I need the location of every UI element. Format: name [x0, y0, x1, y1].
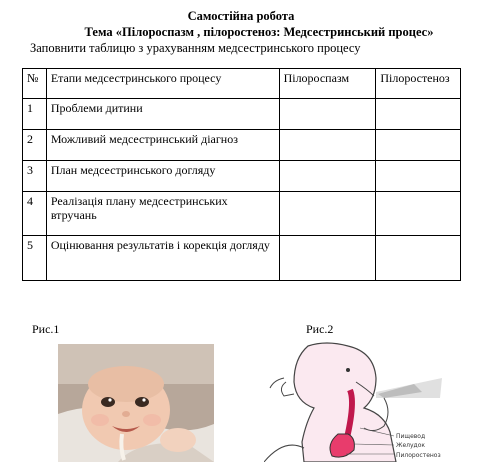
row-stage: Проблеми дитини [46, 99, 279, 130]
infant-photo [58, 344, 214, 462]
row-number: 5 [23, 236, 47, 281]
label-esophagus: Пищевод [396, 433, 426, 440]
row-stage: Реалізація плану медсестринських втручань [46, 192, 279, 236]
table-row [23, 236, 461, 281]
cell-pylorostenosis[interactable] [376, 161, 461, 192]
cell-pylorostenosis[interactable] [376, 236, 461, 281]
label-stomach: Желудок [396, 442, 425, 449]
row-stage: Можливий медсестринський діагноз [46, 130, 279, 161]
nursing-process-table [22, 68, 461, 281]
row-number: 3 [23, 161, 47, 192]
row-number: 4 [23, 192, 47, 236]
row-stage: Оцінювання результатів і корекція догляду [46, 236, 279, 281]
cell-pylorospasm[interactable] [279, 161, 376, 192]
header-pylorospasm: Пілороспазм [279, 69, 376, 99]
cell-pylorostenosis[interactable] [376, 99, 461, 130]
table-row [23, 99, 461, 130]
header-number: № [23, 69, 47, 99]
vomiting-diagram [264, 338, 446, 462]
table-header-row [23, 69, 461, 99]
table-row [23, 161, 461, 192]
cell-pylorostenosis[interactable] [376, 192, 461, 236]
row-number: 1 [23, 99, 47, 130]
cell-pylorostenosis[interactable] [376, 130, 461, 161]
figure-1-caption: Рис.1 [32, 322, 60, 336]
row-stage: План медсестринського догляду [46, 161, 279, 192]
cell-pylorospasm[interactable] [279, 192, 376, 236]
cell-pylorospasm[interactable] [279, 130, 376, 161]
page-title: Самостійна робота [187, 9, 295, 23]
figure-2-caption: Рис.2 [306, 322, 334, 336]
label-pylorostenosis: Пилоростеноз [396, 452, 441, 459]
instruction-text: Заповнити таблицю з урахуванням медсестринського процесу [30, 41, 361, 55]
row-number: 2 [23, 130, 47, 161]
topic-title: Тема «Пілороспазм , пілоростеноз: Медсестринський процес» [84, 25, 434, 39]
header-pylorostenosis: Пілоростеноз [376, 69, 461, 99]
table-row [23, 130, 461, 161]
header-stages: Етапи медсестринського процесу [46, 69, 279, 99]
cell-pylorospasm[interactable] [279, 99, 376, 130]
table-row [23, 192, 461, 236]
cell-pylorospasm[interactable] [279, 236, 376, 281]
